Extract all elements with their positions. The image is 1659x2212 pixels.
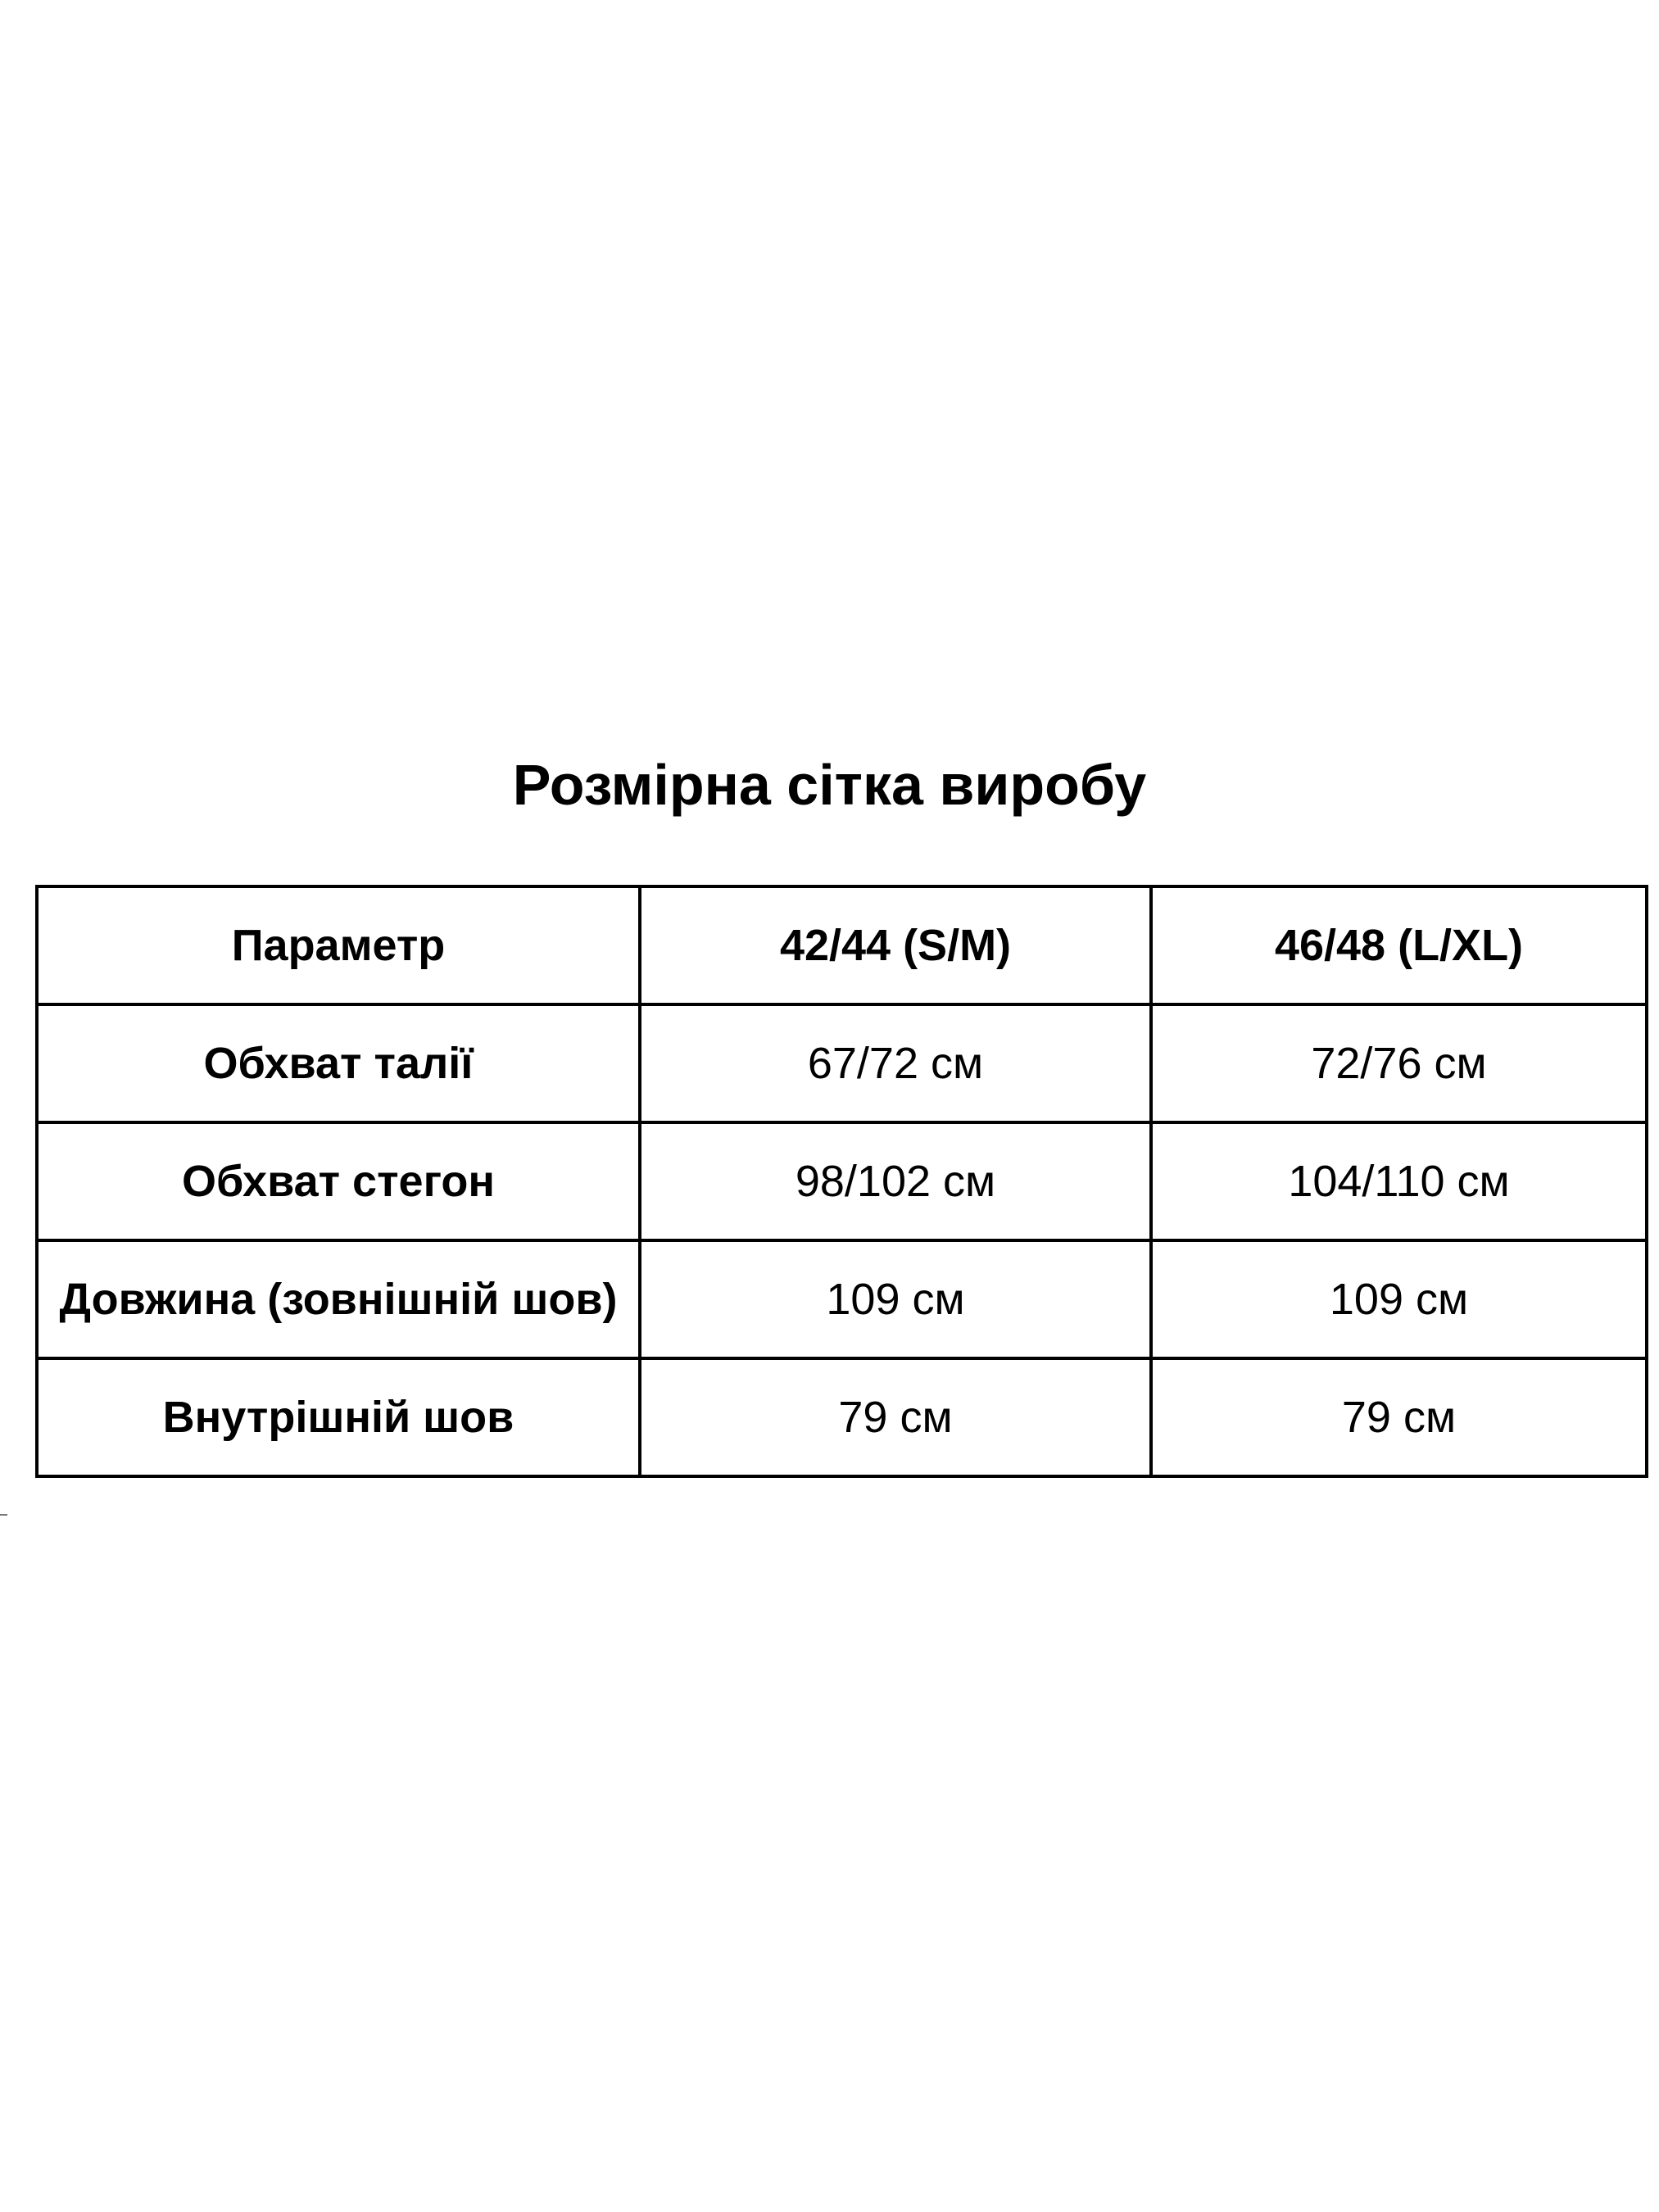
size-chart-table — [35, 885, 1648, 1478]
column-header-parameter: Параметр — [37, 886, 640, 1004]
row-label-inseam: Внутрішній шов — [37, 1358, 640, 1476]
row-label-waist: Обхват талії — [37, 1004, 640, 1122]
table-row — [37, 1358, 1647, 1476]
table-cell: 79 см — [640, 1358, 1151, 1476]
table-row — [37, 1004, 1647, 1122]
table-cell: 109 см — [1151, 1240, 1647, 1358]
table-cell: 98/102 см — [640, 1122, 1151, 1240]
table-row — [37, 1122, 1647, 1240]
edge-mark — [0, 1514, 7, 1516]
table-cell: 104/110 см — [1151, 1122, 1647, 1240]
table-row — [37, 1240, 1647, 1358]
column-header-size-s-m: 42/44 (S/M) — [640, 886, 1151, 1004]
table-cell: 109 см — [640, 1240, 1151, 1358]
row-label-outseam-length: Довжина (зовнішній шов) — [37, 1240, 640, 1358]
row-label-hips: Обхват стегон — [37, 1122, 640, 1240]
table-cell: 67/72 см — [640, 1004, 1151, 1122]
column-header-size-l-xl: 46/48 (L/XL) — [1151, 886, 1647, 1004]
table-header-row — [37, 886, 1647, 1004]
table-cell: 72/76 см — [1151, 1004, 1647, 1122]
table-cell: 79 см — [1151, 1358, 1647, 1476]
page-title: Розмірна сітка виробу — [512, 753, 1147, 817]
